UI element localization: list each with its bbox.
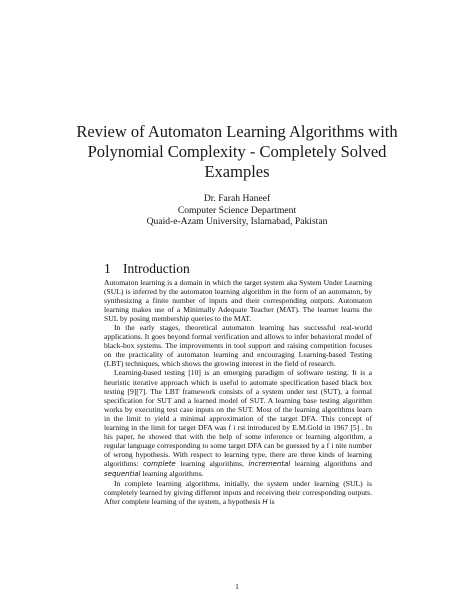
section-title: Introduction (123, 261, 190, 276)
page-number: 1 (235, 582, 239, 591)
paragraph-3-mid-2: learning algorithms and (294, 458, 372, 468)
term-complete: complete (143, 459, 176, 468)
term-sequential: sequential (104, 469, 141, 478)
paragraph-2: In the early stages, theoretical automaton learning has successful real-world applications. It goes beyond formal verification and allows to infer behavioral model of black-box systems. The improvements in tool support and raising competition focuses on the practicality of automaton learning and encouraging Learning-based Testing (LBT) techniques, which shows the growing interest in the field of research. (104, 323, 372, 369)
term-incremental: incremental (248, 459, 291, 468)
paragraph-1: Automaton learning is a domain in which the target system aka System Under Learning (SUL) is inferred by the automaton learning algorithm in the form of an automaton, by synthesizing a finite number of inputs and their corresponding outputs. Automaton learning makes use of a Minimally Adequate Teacher (MAT). The learner learns the SUL by posing membership queries to the MAT. (104, 278, 372, 324)
paragraph-3-text: Learning-based testing [10] is an emerging paradigm of software testing. It is a heuristic iterative approach which is useful to automate specification based black box testing [9][7]. The LBT framework consists of a system under test (SUT), a formal specification for SUT and a learned model of SUT. A learning base testing algorithm works by executing test case inputs on the SUT. Most of the learning algorithms learn in the limit to yield a minimal approximation of the target DFA. This concept of learning in the limit for target DFA was f i rst introduced by E.M.Gold in 1967 [5] . In his paper, he showed that with the help of some inference or learning algorithm, a regular language corresponding to some target DFA can be guessed by a f i nite number of wrong hypothesis. With respect to learning type, there are three kinds of learning algorithms: (104, 368, 372, 468)
section-heading (104, 261, 190, 277)
title-line-3: Examples (204, 162, 270, 181)
paper-title (60, 122, 414, 182)
author-block (60, 193, 414, 228)
paragraph-3-mid-1: learning algorithms, (180, 458, 244, 468)
author-affiliation: Quaid-e-Azam University, Islamabad, Pakistan (146, 216, 328, 227)
section-number: 1 (104, 261, 111, 276)
author-department: Computer Science Department (177, 204, 297, 216)
paragraph-3-end: learning algorithms. (142, 468, 204, 478)
title-line-1: Review of Automaton Learning Algorithms with (76, 122, 398, 141)
author-name: Dr. Farah Haneef (203, 193, 271, 204)
paragraph-3 (104, 368, 372, 479)
paragraph-4-text: In complete learning algorithms, initially, the system under learning (SUL) is completely learned by giving different inputs and receiving their corresponding outputs. After complete learning of the system, a hypothesis (104, 479, 372, 507)
hypothesis-variable: H (262, 498, 268, 507)
paragraph-4-end: is (269, 497, 275, 507)
paragraph-4 (104, 479, 372, 507)
section-body (104, 278, 372, 507)
title-line-2: Polynomial Complexity - Completely Solved (87, 142, 387, 161)
